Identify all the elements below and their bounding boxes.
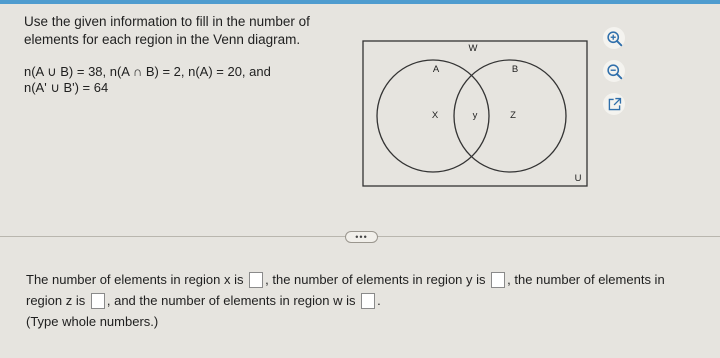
region-x-answer-input[interactable] — [249, 272, 263, 288]
zoom-out-icon — [606, 63, 623, 80]
region-y-answer-input[interactable] — [491, 272, 505, 288]
given-line-2: n(A' ∪ B') = 64 — [24, 80, 109, 95]
answer-text-2: , the number of elements in region y is — [265, 272, 486, 287]
region-w-answer-input[interactable] — [361, 293, 375, 309]
zoom-in-button[interactable] — [603, 27, 625, 49]
region-z-answer-input[interactable] — [91, 293, 105, 309]
universal-set-label: U — [574, 173, 582, 184]
set-b-label: B — [511, 64, 519, 75]
given-information — [24, 64, 324, 96]
popout-button[interactable] — [603, 93, 625, 115]
answer-text-1: The number of elements in region x is — [26, 272, 244, 287]
question-instructions: Use the given information to fill in the number of elements for each region in the Venn diagram. — [24, 14, 310, 47]
answer-text-6: . — [377, 293, 381, 308]
external-link-icon — [606, 96, 623, 113]
expand-more-button[interactable]: ••• — [345, 231, 378, 243]
region-y-label: y — [472, 110, 478, 121]
answer-hint: (Type whole numbers.) — [26, 314, 159, 329]
answer-text-3: , the number of elements in — [507, 272, 665, 287]
answer-section — [26, 269, 706, 332]
set-a-label: A — [432, 64, 440, 75]
region-x-label: X — [431, 110, 439, 121]
top-accent-bar — [0, 0, 720, 4]
zoom-out-button[interactable] — [603, 60, 625, 82]
venn-diagram — [362, 40, 588, 188]
region-w-label: W — [468, 43, 478, 54]
given-line-1: n(A ∪ B) = 38, n(A ∩ B) = 2, n(A) = 20, and — [24, 64, 271, 79]
zoom-in-icon — [606, 30, 623, 47]
region-z-label: Z — [510, 110, 516, 121]
answer-text-5: , and the number of elements in region w is — [106, 293, 356, 308]
answer-text-4: region z is — [26, 293, 86, 308]
